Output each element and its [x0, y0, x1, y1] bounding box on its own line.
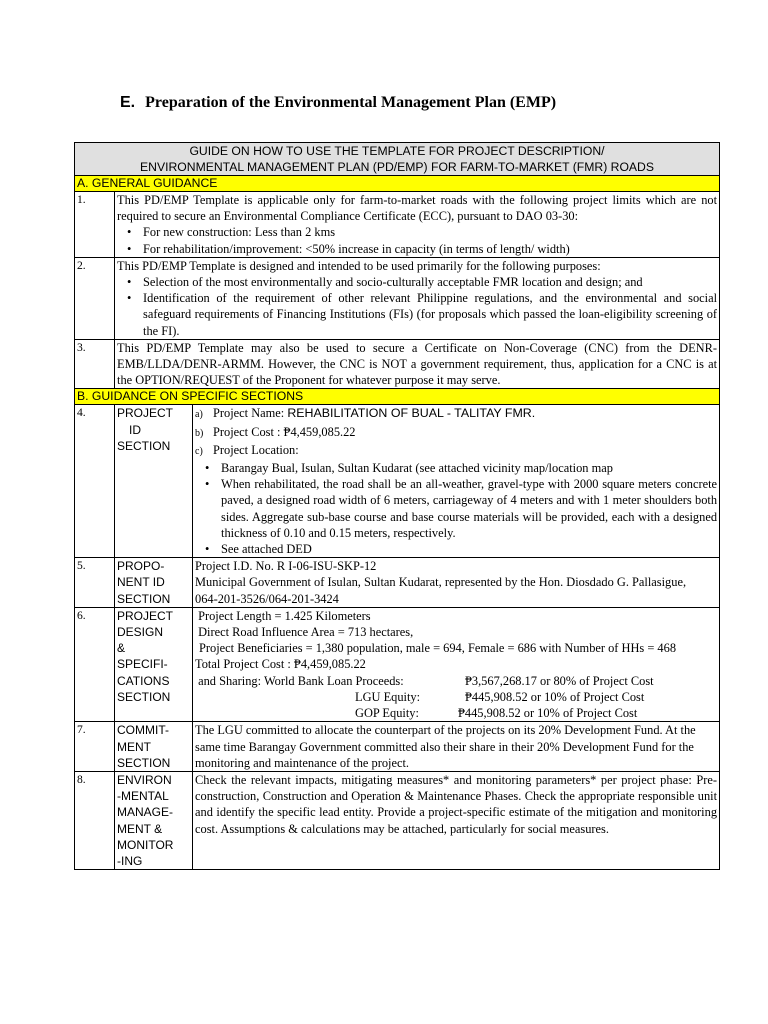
table-row: [75, 607, 720, 721]
cost-sharing-row: [195, 673, 717, 689]
cost-value: ₱3,567,268.17 or 80% of Project Cost: [465, 673, 654, 688]
label-line: ENVIRON: [117, 772, 172, 787]
section-b-row: [75, 389, 720, 405]
row-number: 4.: [75, 405, 115, 558]
section-a-heading: A. GENERAL GUIDANCE: [75, 176, 720, 192]
label-line: MENT &: [117, 821, 163, 836]
heading-text: Preparation of the Environmental Management Plan (EMP): [145, 94, 557, 111]
project-location-line: [195, 442, 717, 460]
table-row: [75, 339, 720, 389]
row-number: 1.: [75, 192, 115, 258]
item-marker: c): [195, 445, 203, 457]
project-length: Project Length = 1.425 Kilometers: [195, 608, 371, 623]
label-line: DESIGN: [117, 625, 164, 640]
list-item: • Identification of the requirement of other relevant Philippine regulations, and the environmental and social safeguard requirements of Financing Institutions (FIs) (for proposals which passed the loan-eligibility screening of the FI).: [143, 290, 717, 339]
influence-area: Direct Road Influence Area = 713 hectares,: [195, 625, 414, 640]
cost-sharing-row: [195, 705, 717, 721]
bullet-list: [117, 274, 717, 339]
label-line: SECTION: [117, 689, 171, 704]
label-line: &: [117, 641, 126, 656]
bullet-list: [195, 460, 717, 557]
label-line: SPECIFI-: [117, 657, 168, 672]
label-line: PROPO-: [117, 559, 165, 574]
proponent-id: Project I.D. No. R I-06-ISU-SKP-12: [195, 559, 377, 574]
list-item: • Selection of the most environmentally and socio-culturally acceptable FMR location and design; and: [143, 274, 717, 290]
table-row: [75, 722, 720, 772]
row-text: The LGU committed to allocate the counterpart of the projects on its 20% Development Fund. At the same time Barangay Government committed also their share in their 20% Development Fund for the monitoring and maintenance of the project.: [193, 722, 720, 772]
table-title-line2: ENVIRONMENTAL MANAGEMENT PLAN (PD/EMP) FOR FARM-TO-MARKET (FMR) ROADS: [140, 160, 654, 174]
label-line: SECTION: [117, 755, 171, 770]
project-name-value: REHABILITATION OF BUAL - TALITAY FMR.: [287, 406, 536, 421]
cost-sharing-row: [195, 689, 717, 705]
label-line: COMMIT-: [117, 723, 169, 738]
row-label: [115, 558, 193, 608]
row-number: 8.: [75, 771, 115, 869]
cost-value: ₱445,908.52 or 10% of Project Cost: [465, 689, 645, 704]
row-number: 7.: [75, 722, 115, 772]
label-line: MONITOR: [117, 837, 174, 852]
list-item: • For rehabilitation/improvement: <50% increase in capacity (in terms of length/ width): [143, 241, 717, 257]
row-text: This PD/EMP Template may also be used to secure a Certificate on Non-Coverage (CNC) from the DENR-EMB/LLDA/DENR-ARMM. However, the CNC is NOT a government requirement, thus, application for a CNC is at the OPTION/REQUEST of the Proponent for whatever purpose it may serve.: [115, 339, 720, 389]
list-item: • Barangay Bual, Isulan, Sultan Kudarat (see attached vicinity map/location map: [221, 460, 717, 476]
beneficiaries: Project Beneficiaries = 1,380 population, male = 694, Female = 686 with Number of HHs = 468: [199, 641, 677, 656]
row-number: 6.: [75, 607, 115, 721]
table-title-row: [75, 143, 720, 176]
item-marker: a): [195, 409, 203, 421]
table-title-line1: GUIDE ON HOW TO USE THE TEMPLATE FOR PROJECT DESCRIPTION/: [189, 144, 605, 158]
label-line: MENT: [117, 739, 151, 754]
section-a-row: [75, 176, 720, 192]
guide-table: [74, 142, 720, 870]
row-label: [115, 405, 193, 558]
label-line: CATIONS: [117, 673, 170, 688]
list-item: • See attached DED: [221, 541, 717, 557]
project-name-label: Project Name:: [213, 406, 288, 421]
row-label: [115, 722, 193, 772]
bullet-list: [117, 224, 717, 256]
list-item: • For new construction: Less than 2 kms: [143, 224, 717, 240]
label-line: ID: [129, 422, 141, 437]
table-title: [75, 143, 720, 176]
label-line: PROJECT: [117, 406, 174, 421]
label-line: NENT ID: [117, 575, 165, 590]
row-text: Check the relevant impacts, mitigating measures* and monitoring parameters* per project phase: Pre-construction, Construction and Operation & Maintenance Phases. Check the appropriate responsible unit and identify the specific lead entity. Provide a project-specific estimate of the mitigation and monitoring cost. Assumptions & calculations may be attached, particularly for social measures.: [193, 771, 720, 869]
row-content: [115, 257, 720, 339]
table-row: [75, 558, 720, 608]
row-content: [193, 607, 720, 721]
row-label: [115, 771, 193, 869]
cost-value: ₱445,908.52 or 10% of Project Cost: [458, 706, 638, 721]
table-row: [75, 257, 720, 339]
section-b-heading: B. GUIDANCE ON SPECIFIC SECTIONS: [75, 389, 720, 405]
heading-letter: E.: [120, 94, 136, 111]
total-cost: Total Project Cost : ₱4,459,085.22: [195, 657, 366, 672]
row-content: [193, 558, 720, 608]
row-number: 2.: [75, 257, 115, 339]
list-item: • When rehabilitated, the road shall be an all-weather, gravel-type with 2000 square meters concrete paved, a designed road width of 6 meters, carriageway of 4 meters and with 1 meter shoulders both sides. Aggregate sub-base course and base course materials will be provided, each with a designed thickness of 0.10 and 0.15 meters, respectively.: [221, 476, 717, 541]
row-text: This PD/EMP Template is designed and intended to be used primarily for the following purposes:: [117, 258, 601, 273]
label-line: SECTION: [117, 438, 171, 453]
project-cost-line: [195, 424, 717, 442]
project-cost-text: Project Cost : ₱4,459,085.22: [213, 424, 356, 439]
row-number: 5.: [75, 558, 115, 608]
proponent-name: Municipal Government of Isulan, Sultan Kudarat, represented by the Hon. Diosdado G. Pallasigue,: [195, 575, 687, 590]
label-line: SECTION: [117, 591, 171, 606]
cost-label: and Sharing: World Bank Loan Proceeds:: [195, 673, 404, 688]
label-line: -MENTAL: [117, 789, 169, 804]
table-row: [75, 771, 720, 869]
project-name-line: [195, 405, 717, 423]
section-heading: [120, 94, 556, 112]
item-marker: b): [195, 427, 204, 439]
label-line: PROJECT: [117, 608, 174, 623]
cost-label: GOP Equity:: [355, 706, 419, 721]
table-row: [75, 405, 720, 558]
table-row: [75, 192, 720, 258]
row-content: [193, 405, 720, 558]
proponent-contact: 064-201-3526/064-201-3424: [195, 591, 339, 606]
row-label: [115, 607, 193, 721]
row-number: 3.: [75, 339, 115, 389]
row-text: This PD/EMP Template is applicable only for farm-to-market roads with the following project limits which are not required to secure an Environmental Compliance Certificate (ECC), pursuant to DAO 03-30:: [117, 193, 718, 224]
cost-label: LGU Equity:: [355, 689, 421, 704]
label-line: -ING: [117, 853, 143, 868]
row-content: [115, 192, 720, 258]
label-line: MANAGE-: [117, 805, 174, 820]
project-location-text: Project Location:: [213, 442, 299, 457]
